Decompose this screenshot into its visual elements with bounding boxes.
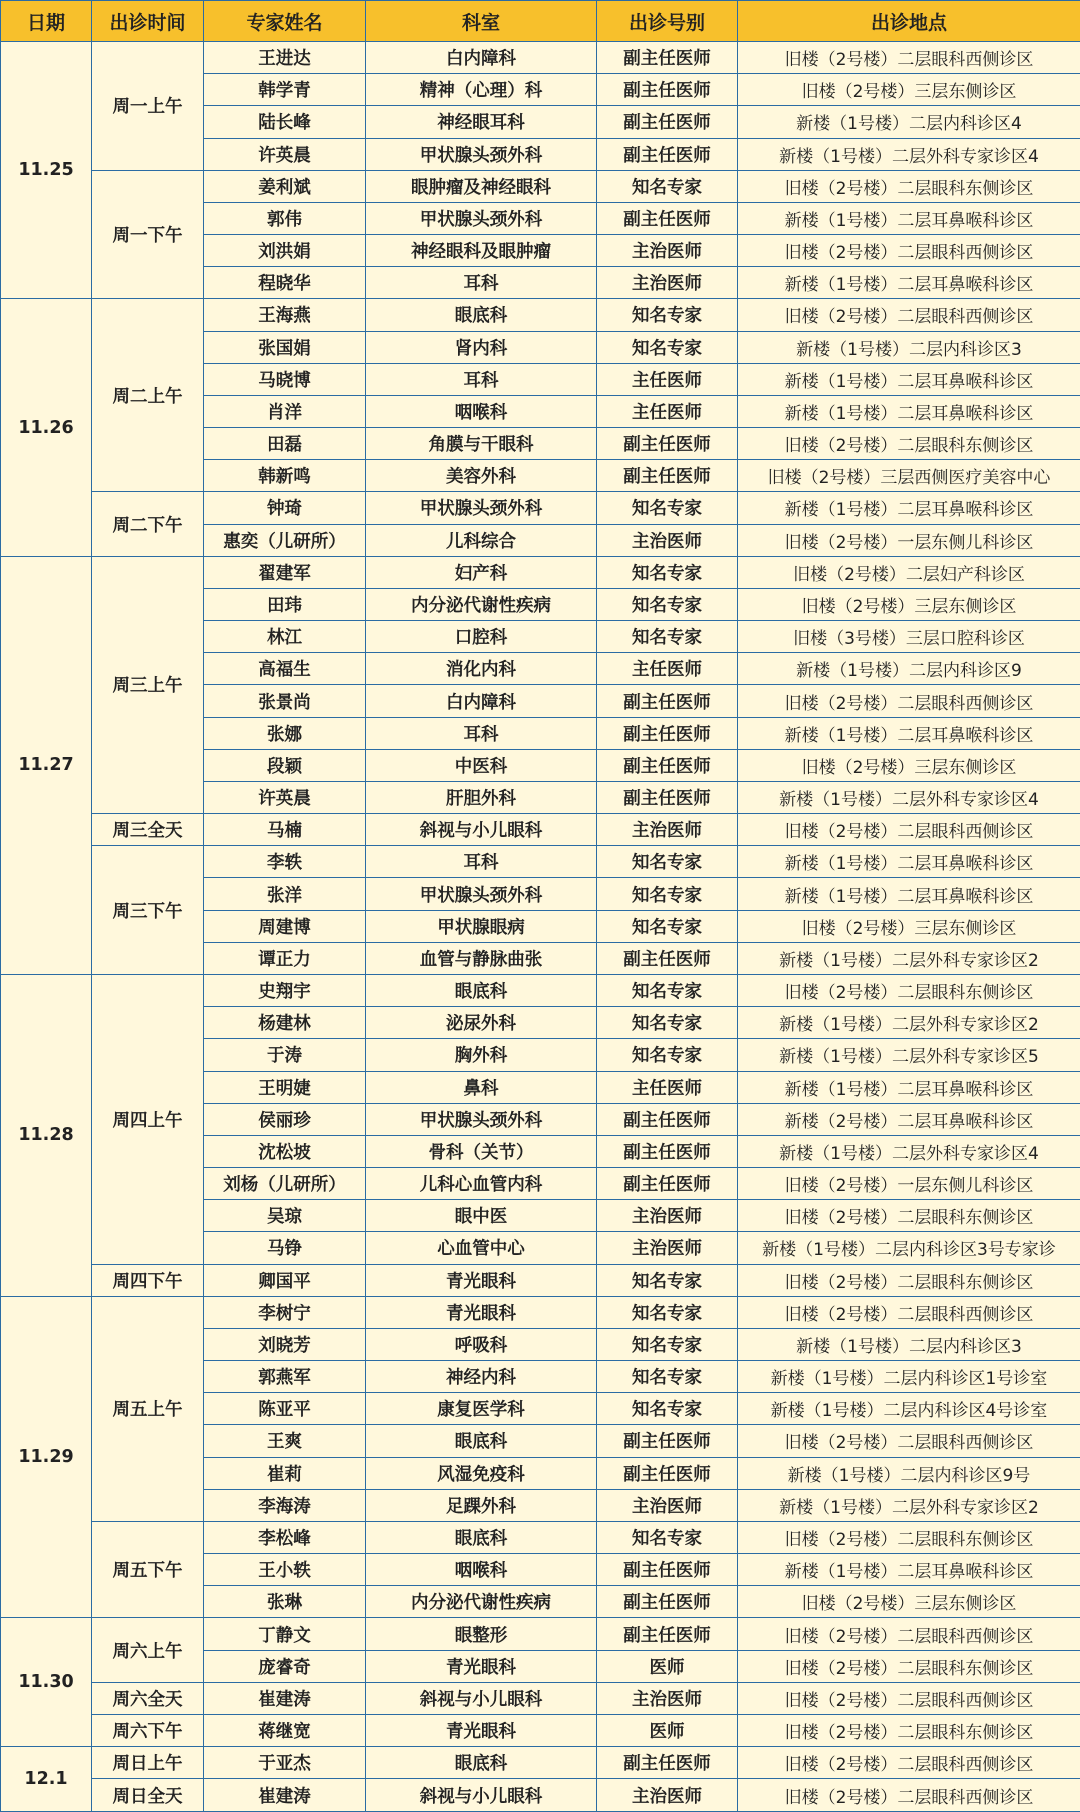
department-cell: 眼底科 (366, 1521, 597, 1553)
doctor-name-cell: 高福生 (204, 653, 366, 685)
time-slot-cell: 周日全天 (92, 1779, 204, 1812)
department-cell: 风湿免疫科 (366, 1457, 597, 1489)
table-row (1, 846, 1080, 878)
doctor-name-cell: 姜利斌 (204, 170, 366, 202)
table-row (1, 974, 1080, 1006)
visit-level-cell: 副主任医师 (597, 942, 738, 974)
doctor-name-cell: 韩学青 (204, 74, 366, 106)
department-cell: 肝胆外科 (366, 781, 597, 813)
department-cell: 眼底科 (366, 974, 597, 1006)
visit-level-cell: 知名专家 (597, 556, 738, 588)
visit-level-cell: 主治医师 (597, 1232, 738, 1264)
visit-level-cell: 知名专家 (597, 1264, 738, 1296)
table-row (1, 1747, 1080, 1779)
date-cell: 11.26 (1, 299, 92, 556)
location-cell: 新楼（1号楼）二层外科专家诊区4 (738, 1135, 1080, 1167)
visit-level-cell: 主治医师 (597, 1489, 738, 1521)
department-cell: 血管与静脉曲张 (366, 942, 597, 974)
department-cell: 眼底科 (366, 1425, 597, 1457)
location-cell: 新楼（1号楼）二层内科诊区1号诊室 (738, 1361, 1080, 1393)
visit-level-cell: 主治医师 (597, 814, 738, 846)
visit-level-cell: 知名专家 (597, 170, 738, 202)
location-cell: 旧楼（2号楼）二层眼科东侧诊区 (738, 974, 1080, 1006)
visit-level-cell: 主治医师 (597, 1779, 738, 1812)
location-cell: 旧楼（2号楼）一层东侧儿科诊区 (738, 524, 1080, 556)
header-time: 出诊时间 (92, 1, 204, 42)
doctor-name-cell: 王海燕 (204, 299, 366, 331)
location-cell: 新楼（1号楼）二层内科诊区3 (738, 331, 1080, 363)
visit-level-cell: 副主任医师 (597, 1554, 738, 1586)
time-slot-cell: 周五下午 (92, 1521, 204, 1618)
visit-level-cell: 副主任医师 (597, 1103, 738, 1135)
doctor-name-cell: 张洋 (204, 878, 366, 910)
location-cell: 新楼（1号楼）二层外科专家诊区4 (738, 138, 1080, 170)
visit-level-cell: 副主任医师 (597, 1747, 738, 1779)
visit-level-cell: 主任医师 (597, 363, 738, 395)
visit-level-cell: 知名专家 (597, 492, 738, 524)
visit-level-cell: 知名专家 (597, 299, 738, 331)
table-row (1, 814, 1080, 846)
visit-level-cell: 副主任医师 (597, 1586, 738, 1618)
doctor-name-cell: 王进达 (204, 42, 366, 74)
department-cell: 耳科 (366, 846, 597, 878)
doctor-name-cell: 谭正力 (204, 942, 366, 974)
visit-level-cell: 副主任医师 (597, 1425, 738, 1457)
table-row (1, 556, 1080, 588)
visit-level-cell: 知名专家 (597, 1296, 738, 1328)
time-slot-cell: 周二下午 (92, 492, 204, 556)
location-cell: 旧楼（2号楼）二层眼科东侧诊区 (738, 1521, 1080, 1553)
location-cell: 新楼（2号楼）二层耳鼻喉科诊区 (738, 1103, 1080, 1135)
doctor-name-cell: 史翔宇 (204, 974, 366, 1006)
department-cell: 眼肿瘤及神经眼科 (366, 170, 597, 202)
visit-level-cell: 副主任医师 (597, 717, 738, 749)
location-cell: 旧楼（2号楼）二层妇产科诊区 (738, 556, 1080, 588)
doctor-name-cell: 王明婕 (204, 1071, 366, 1103)
location-cell: 新楼（1号楼）二层内科诊区4 (738, 106, 1080, 138)
department-cell: 角膜与干眼科 (366, 428, 597, 460)
doctor-name-cell: 张国娟 (204, 331, 366, 363)
doctor-name-cell: 张琳 (204, 1586, 366, 1618)
visit-level-cell: 知名专家 (597, 1039, 738, 1071)
header-doctor: 专家姓名 (204, 1, 366, 42)
visit-level-cell: 副主任医师 (597, 106, 738, 138)
doctor-name-cell: 钟琦 (204, 492, 366, 524)
date-cell: 11.29 (1, 1296, 92, 1618)
location-cell: 旧楼（2号楼）三层东侧诊区 (738, 1586, 1080, 1618)
department-cell: 妇产科 (366, 556, 597, 588)
location-cell: 旧楼（2号楼）二层眼科西侧诊区 (738, 1296, 1080, 1328)
doctor-name-cell: 马晓博 (204, 363, 366, 395)
department-cell: 儿科综合 (366, 524, 597, 556)
visit-level-cell: 知名专家 (597, 878, 738, 910)
header-date: 日期 (1, 1, 92, 42)
doctor-name-cell: 周建博 (204, 910, 366, 942)
location-cell: 旧楼（2号楼）三层东侧诊区 (738, 74, 1080, 106)
visit-level-cell: 副主任医师 (597, 74, 738, 106)
visit-level-cell: 知名专家 (597, 1007, 738, 1039)
doctor-name-cell: 韩新鸣 (204, 460, 366, 492)
department-cell: 甲状腺头颈外科 (366, 492, 597, 524)
location-cell: 旧楼（2号楼）一层东侧儿科诊区 (738, 1168, 1080, 1200)
location-cell: 新楼（1号楼）二层耳鼻喉科诊区 (738, 492, 1080, 524)
visit-level-cell: 主任医师 (597, 1071, 738, 1103)
visit-level-cell: 医师 (597, 1714, 738, 1746)
visit-level-cell: 知名专家 (597, 1393, 738, 1425)
doctor-name-cell: 庞睿奇 (204, 1650, 366, 1682)
department-cell: 呼吸科 (366, 1328, 597, 1360)
doctor-name-cell: 崔建涛 (204, 1682, 366, 1714)
location-cell: 新楼（1号楼）二层耳鼻喉科诊区 (738, 1554, 1080, 1586)
location-cell: 新楼（1号楼）二层外科专家诊区5 (738, 1039, 1080, 1071)
date-cell: 11.25 (1, 42, 92, 299)
visit-level-cell: 主治医师 (597, 235, 738, 267)
doctor-name-cell: 郭燕军 (204, 1361, 366, 1393)
doctor-name-cell: 郭伟 (204, 202, 366, 234)
location-cell: 旧楼（2号楼）二层眼科西侧诊区 (738, 1618, 1080, 1650)
visit-level-cell: 知名专家 (597, 331, 738, 363)
visit-level-cell: 副主任医师 (597, 460, 738, 492)
time-slot-cell: 周日上午 (92, 1747, 204, 1779)
department-cell: 神经内科 (366, 1361, 597, 1393)
location-cell: 旧楼（2号楼）二层眼科东侧诊区 (738, 1200, 1080, 1232)
doctor-name-cell: 许英晨 (204, 138, 366, 170)
doctor-name-cell: 刘晓芳 (204, 1328, 366, 1360)
visit-level-cell: 副主任医师 (597, 42, 738, 74)
header-level: 出诊号别 (597, 1, 738, 42)
department-cell: 中医科 (366, 749, 597, 781)
department-cell: 耳科 (366, 267, 597, 299)
location-cell: 新楼（1号楼）二层外科专家诊区2 (738, 942, 1080, 974)
visit-level-cell: 医师 (597, 1650, 738, 1682)
department-cell: 眼中医 (366, 1200, 597, 1232)
visit-level-cell: 知名专家 (597, 1361, 738, 1393)
doctor-name-cell: 肖洋 (204, 395, 366, 427)
doctor-name-cell: 沈松坡 (204, 1135, 366, 1167)
time-slot-cell: 周三下午 (92, 846, 204, 975)
doctor-name-cell: 田玮 (204, 588, 366, 620)
visit-level-cell: 主任医师 (597, 653, 738, 685)
table-row (1, 1264, 1080, 1296)
header-row (1, 1, 1080, 42)
header-location: 出诊地点 (738, 1, 1080, 42)
location-cell: 新楼（1号楼）二层内科诊区9 (738, 653, 1080, 685)
location-cell: 旧楼（2号楼）二层眼科西侧诊区 (738, 1747, 1080, 1779)
department-cell: 眼底科 (366, 299, 597, 331)
location-cell: 新楼（1号楼）二层耳鼻喉科诊区 (738, 1071, 1080, 1103)
date-cell: 12.1 (1, 1747, 92, 1812)
department-cell: 青光眼科 (366, 1264, 597, 1296)
visit-level-cell: 知名专家 (597, 588, 738, 620)
doctor-name-cell: 李树宁 (204, 1296, 366, 1328)
department-cell: 足踝外科 (366, 1489, 597, 1521)
table-header (1, 1, 1080, 42)
location-cell: 新楼（1号楼）二层耳鼻喉科诊区 (738, 202, 1080, 234)
department-cell: 美容外科 (366, 460, 597, 492)
location-cell: 旧楼（2号楼）三层东侧诊区 (738, 588, 1080, 620)
location-cell: 旧楼（2号楼）二层眼科西侧诊区 (738, 1425, 1080, 1457)
doctor-name-cell: 李海涛 (204, 1489, 366, 1521)
doctor-name-cell: 于亚杰 (204, 1747, 366, 1779)
visit-level-cell: 副主任医师 (597, 202, 738, 234)
table-body (1, 42, 1080, 1812)
visit-level-cell: 知名专家 (597, 846, 738, 878)
location-cell: 旧楼（2号楼）三层西侧医疗美容中心 (738, 460, 1080, 492)
department-cell: 神经眼耳科 (366, 106, 597, 138)
location-cell: 旧楼（2号楼）二层眼科西侧诊区 (738, 685, 1080, 717)
location-cell: 新楼（1号楼）二层耳鼻喉科诊区 (738, 878, 1080, 910)
location-cell: 旧楼（2号楼）二层眼科东侧诊区 (738, 1264, 1080, 1296)
table-row (1, 1714, 1080, 1746)
doctor-name-cell: 卿国平 (204, 1264, 366, 1296)
doctor-name-cell: 马楠 (204, 814, 366, 846)
location-cell: 新楼（1号楼）二层耳鼻喉科诊区 (738, 363, 1080, 395)
department-cell: 斜视与小儿眼科 (366, 1682, 597, 1714)
department-cell: 咽喉科 (366, 395, 597, 427)
visit-level-cell: 主治医师 (597, 1682, 738, 1714)
location-cell: 旧楼（2号楼）三层东侧诊区 (738, 910, 1080, 942)
table-row (1, 299, 1080, 331)
table-row (1, 1682, 1080, 1714)
department-cell: 甲状腺头颈外科 (366, 138, 597, 170)
doctor-name-cell: 李松峰 (204, 1521, 366, 1553)
visit-level-cell: 主治医师 (597, 267, 738, 299)
doctor-name-cell: 李轶 (204, 846, 366, 878)
doctor-name-cell: 崔建涛 (204, 1779, 366, 1812)
department-cell: 泌尿外科 (366, 1007, 597, 1039)
department-cell: 甲状腺头颈外科 (366, 202, 597, 234)
doctor-name-cell: 陈亚平 (204, 1393, 366, 1425)
location-cell: 旧楼（2号楼）二层眼科东侧诊区 (738, 428, 1080, 460)
time-slot-cell: 周五上午 (92, 1296, 204, 1521)
doctor-name-cell: 段颖 (204, 749, 366, 781)
time-slot-cell: 周六全天 (92, 1682, 204, 1714)
department-cell: 神经眼科及眼肿瘤 (366, 235, 597, 267)
department-cell: 斜视与小儿眼科 (366, 814, 597, 846)
doctor-name-cell: 刘杨（儿研所） (204, 1168, 366, 1200)
time-slot-cell: 周二上午 (92, 299, 204, 492)
table-row (1, 1618, 1080, 1650)
time-slot-cell: 周三上午 (92, 556, 204, 813)
visit-level-cell: 知名专家 (597, 974, 738, 1006)
department-cell: 胸外科 (366, 1039, 597, 1071)
doctor-name-cell: 于涛 (204, 1039, 366, 1071)
visit-level-cell: 副主任医师 (597, 1618, 738, 1650)
visit-level-cell: 知名专家 (597, 1521, 738, 1553)
location-cell: 新楼（1号楼）二层内科诊区9号 (738, 1457, 1080, 1489)
department-cell: 眼底科 (366, 1747, 597, 1779)
department-cell: 白内障科 (366, 685, 597, 717)
department-cell: 儿科心血管内科 (366, 1168, 597, 1200)
time-slot-cell: 周四上午 (92, 974, 204, 1264)
department-cell: 心血管中心 (366, 1232, 597, 1264)
visit-level-cell: 知名专家 (597, 1328, 738, 1360)
department-cell: 康复医学科 (366, 1393, 597, 1425)
department-cell: 眼整形 (366, 1618, 597, 1650)
visit-level-cell: 知名专家 (597, 621, 738, 653)
location-cell: 新楼（1号楼）二层耳鼻喉科诊区 (738, 717, 1080, 749)
doctor-name-cell: 翟建军 (204, 556, 366, 588)
department-cell: 内分泌代谢性疾病 (366, 1586, 597, 1618)
visit-level-cell: 主任医师 (597, 395, 738, 427)
doctor-name-cell: 张娜 (204, 717, 366, 749)
location-cell: 新楼（1号楼）二层内科诊区3 (738, 1328, 1080, 1360)
location-cell: 旧楼（2号楼）二层眼科东侧诊区 (738, 1714, 1080, 1746)
location-cell: 旧楼（2号楼）二层眼科西侧诊区 (738, 1682, 1080, 1714)
location-cell: 旧楼（2号楼）三层东侧诊区 (738, 749, 1080, 781)
time-slot-cell: 周六下午 (92, 1714, 204, 1746)
location-cell: 新楼（1号楼）二层内科诊区4号诊室 (738, 1393, 1080, 1425)
doctor-name-cell: 惠奕（儿研所） (204, 524, 366, 556)
department-cell: 鼻科 (366, 1071, 597, 1103)
department-cell: 口腔科 (366, 621, 597, 653)
doctor-name-cell: 田磊 (204, 428, 366, 460)
time-slot-cell: 周一上午 (92, 42, 204, 171)
table-row (1, 42, 1080, 74)
doctor-name-cell: 程晓华 (204, 267, 366, 299)
doctor-name-cell: 吴琼 (204, 1200, 366, 1232)
department-cell: 精神（心理）科 (366, 74, 597, 106)
table-row (1, 1521, 1080, 1553)
visit-level-cell: 副主任医师 (597, 1457, 738, 1489)
date-cell: 11.30 (1, 1618, 92, 1747)
department-cell: 青光眼科 (366, 1714, 597, 1746)
location-cell: 旧楼（2号楼）二层眼科东侧诊区 (738, 170, 1080, 202)
department-cell: 斜视与小儿眼科 (366, 1779, 597, 1812)
department-cell: 白内障科 (366, 42, 597, 74)
visit-level-cell: 主治医师 (597, 524, 738, 556)
visit-level-cell: 副主任医师 (597, 685, 738, 717)
table-row (1, 170, 1080, 202)
department-cell: 消化内科 (366, 653, 597, 685)
doctor-name-cell: 杨建林 (204, 1007, 366, 1039)
doctor-name-cell: 王小轶 (204, 1554, 366, 1586)
location-cell: 旧楼（2号楼）二层眼科东侧诊区 (738, 1650, 1080, 1682)
location-cell: 新楼（1号楼）二层外科专家诊区2 (738, 1489, 1080, 1521)
table-row (1, 1296, 1080, 1328)
time-slot-cell: 周一下午 (92, 170, 204, 299)
department-cell: 耳科 (366, 363, 597, 395)
time-slot-cell: 周四下午 (92, 1264, 204, 1296)
doctor-name-cell: 蒋继宽 (204, 1714, 366, 1746)
department-cell: 耳科 (366, 717, 597, 749)
location-cell: 新楼（1号楼）二层外科专家诊区2 (738, 1007, 1080, 1039)
doctor-name-cell: 侯丽珍 (204, 1103, 366, 1135)
department-cell: 甲状腺眼病 (366, 910, 597, 942)
location-cell: 旧楼（3号楼）三层口腔科诊区 (738, 621, 1080, 653)
location-cell: 新楼（1号楼）二层外科专家诊区4 (738, 781, 1080, 813)
department-cell: 甲状腺头颈外科 (366, 1103, 597, 1135)
location-cell: 新楼（1号楼）二层耳鼻喉科诊区 (738, 267, 1080, 299)
location-cell: 旧楼（2号楼）二层眼科西侧诊区 (738, 299, 1080, 331)
header-department: 科室 (366, 1, 597, 42)
date-cell: 11.28 (1, 974, 92, 1296)
time-slot-cell: 周六上午 (92, 1618, 204, 1682)
visit-level-cell: 副主任医师 (597, 1168, 738, 1200)
location-cell: 新楼（1号楼）二层内科诊区3号专家诊 (738, 1232, 1080, 1264)
date-cell: 11.27 (1, 556, 92, 974)
department-cell: 骨科（关节） (366, 1135, 597, 1167)
location-cell: 旧楼（2号楼）二层眼科西侧诊区 (738, 814, 1080, 846)
visit-level-cell: 副主任医师 (597, 138, 738, 170)
doctor-name-cell: 丁静文 (204, 1618, 366, 1650)
location-cell: 新楼（1号楼）二层耳鼻喉科诊区 (738, 846, 1080, 878)
visit-level-cell: 副主任医师 (597, 781, 738, 813)
doctor-name-cell: 张景尚 (204, 685, 366, 717)
doctor-name-cell: 刘洪娟 (204, 235, 366, 267)
doctor-name-cell: 林江 (204, 621, 366, 653)
department-cell: 青光眼科 (366, 1650, 597, 1682)
visit-level-cell: 副主任医师 (597, 428, 738, 460)
visit-level-cell: 副主任医师 (597, 749, 738, 781)
location-cell: 旧楼（2号楼）二层眼科西侧诊区 (738, 42, 1080, 74)
table-row (1, 1779, 1080, 1812)
doctor-name-cell: 陆长峰 (204, 106, 366, 138)
visit-level-cell: 主治医师 (597, 1200, 738, 1232)
table-row (1, 492, 1080, 524)
doctor-name-cell: 王爽 (204, 1425, 366, 1457)
doctor-name-cell: 马铮 (204, 1232, 366, 1264)
department-cell: 青光眼科 (366, 1296, 597, 1328)
time-slot-cell: 周三全天 (92, 814, 204, 846)
doctor-name-cell: 崔莉 (204, 1457, 366, 1489)
doctor-name-cell: 许英晨 (204, 781, 366, 813)
department-cell: 甲状腺头颈外科 (366, 878, 597, 910)
location-cell: 旧楼（2号楼）二层眼科西侧诊区 (738, 235, 1080, 267)
location-cell: 旧楼（2号楼）二层眼科西侧诊区 (738, 1779, 1080, 1812)
location-cell: 新楼（1号楼）二层耳鼻喉科诊区 (738, 395, 1080, 427)
department-cell: 咽喉科 (366, 1554, 597, 1586)
visit-level-cell: 副主任医师 (597, 1135, 738, 1167)
visit-level-cell: 知名专家 (597, 910, 738, 942)
department-cell: 肾内科 (366, 331, 597, 363)
department-cell: 内分泌代谢性疾病 (366, 588, 597, 620)
